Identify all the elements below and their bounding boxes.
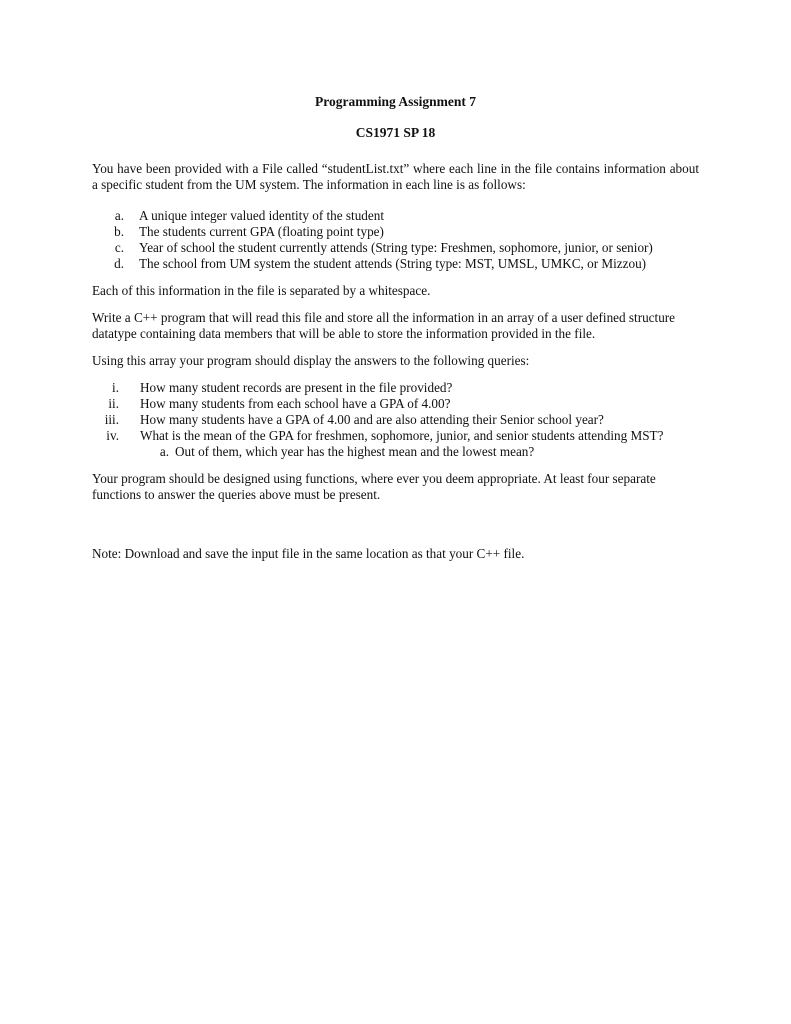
design-paragraph: Your program should be designed using functions, where ever you deem appropriate. At least four separate functions to answer the queries above must be present. (92, 471, 656, 502)
list-item-text: What is the mean of the GPA for freshmen, sophomore, junior, and senior students attending MST? (140, 428, 664, 443)
list-item (92, 396, 699, 412)
list-item-text: The students current GPA (floating point type) (139, 224, 384, 239)
list-item (92, 380, 699, 396)
list-marker: a. (114, 208, 124, 223)
list-item-text: Year of school the student currently attends (String type: Freshmen, sophomore, junior, or senior) (139, 240, 653, 255)
list-item-text: How many students have a GPA of 4.00 and are also attending their Senior school year? (140, 412, 604, 427)
document-title: Programming Assignment 7 (315, 94, 476, 109)
list-item-text: Out of them, which year has the highest mean and the lowest mean? (175, 444, 535, 459)
document-page (92, 94, 699, 562)
list-marker: d. (114, 256, 124, 271)
query-list (92, 380, 699, 460)
list-item (92, 412, 699, 428)
list-item (92, 256, 699, 272)
list-marker: iii. (104, 412, 119, 427)
field-list (92, 208, 699, 272)
list-item-text: The school from UM system the student attends (String type: MST, UMSL, UMKC, or Mizzou) (139, 256, 647, 271)
list-marker: a. (159, 444, 169, 459)
list-item-text: A unique integer valued identity of the student (139, 208, 385, 223)
list-marker: ii. (108, 396, 119, 411)
separator-paragraph: Each of this information in the file is separated by a whitespace. (92, 283, 431, 298)
task-paragraph: Write a C++ program that will read this file and store all the information in an array of a user defined structure datatype containing data members that will be able to store the information provided in the file. (92, 310, 676, 341)
list-marker: b. (114, 224, 124, 239)
list-marker: c. (114, 240, 124, 255)
intro-paragraph: You have been provided with a File called “studentList.txt” where each line in the file contains information about a specific student from the UM system. The information in each line is as follows: (92, 161, 699, 192)
list-marker: i. (112, 380, 119, 395)
queries-intro-paragraph: Using this array your program should display the answers to the following queries: (92, 353, 530, 368)
download-note: Note: Download and save the input file in the same location as that your C++ file. (92, 546, 525, 561)
list-item (92, 208, 699, 224)
list-item (92, 240, 699, 256)
list-item-text: How many students from each school have a GPA of 4.00? (140, 396, 451, 411)
list-item (140, 444, 699, 460)
list-item-text: How many student records are present in the file provided? (140, 380, 453, 395)
list-item (92, 428, 699, 460)
document-subtitle: CS1971 SP 18 (355, 125, 436, 140)
sub-query-list (140, 444, 699, 460)
list-marker: iv. (106, 428, 119, 443)
list-item (92, 224, 699, 240)
